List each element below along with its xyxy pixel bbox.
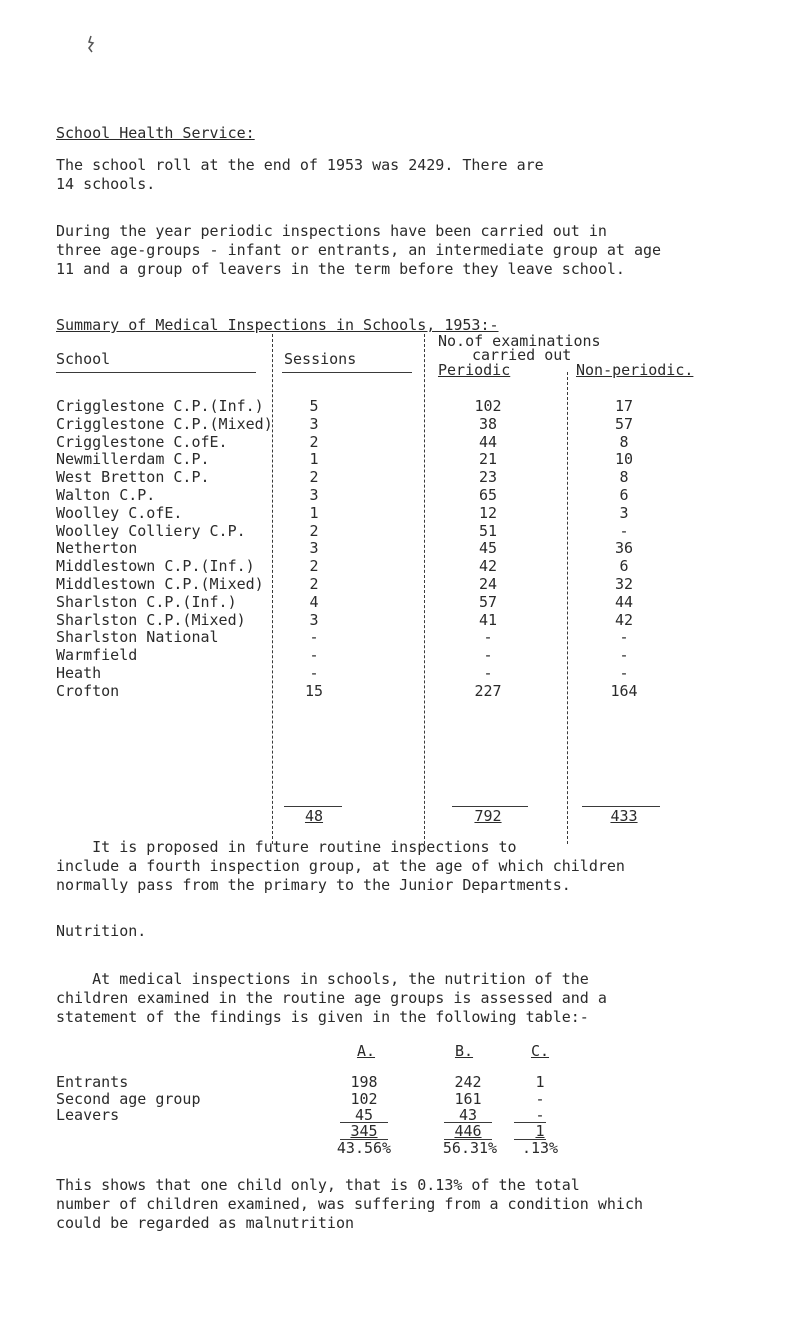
- total-sessions: 48: [304, 807, 324, 825]
- total-a: 345: [350, 1122, 378, 1140]
- table-row-periodic: 38: [478, 415, 498, 433]
- table-row-school: Walton C.P.: [56, 486, 156, 504]
- nutrition-row-b: 242: [454, 1073, 482, 1091]
- header-periodic: Periodic: [438, 361, 511, 379]
- table-row-sessions: -: [309, 628, 319, 646]
- table-row-school: Sharlston C.P.(Inf.): [56, 593, 237, 611]
- percent-c: .13%: [521, 1139, 559, 1157]
- table-row-school: Warmfield: [56, 646, 138, 664]
- table-row-nonperiodic: -: [619, 664, 629, 682]
- table-row-school: Crigglestone C.P.(Inf.): [56, 397, 264, 415]
- table-row-periodic: 45: [478, 539, 498, 557]
- total-nonperiodic: 433: [610, 807, 638, 825]
- nutrition-row-a: 102: [350, 1090, 378, 1108]
- table-row-nonperiodic: 6: [619, 557, 629, 575]
- percent-a: 43.56%: [336, 1139, 392, 1157]
- table-row-sessions: 5: [309, 397, 319, 415]
- corner-mark-icon: [86, 34, 96, 54]
- table-row-sessions: 1: [309, 450, 319, 468]
- total-b: 446: [454, 1122, 482, 1140]
- header-school: School: [56, 350, 111, 368]
- table-row-periodic: 21: [478, 450, 498, 468]
- table-row-nonperiodic: 10: [614, 450, 634, 468]
- table-row-nonperiodic: 42: [614, 611, 634, 629]
- table-row-sessions: 2: [309, 433, 319, 451]
- table-row-school: Crigglestone C.ofE.: [56, 433, 228, 451]
- table-row-school: Newmillerdam C.P.: [56, 450, 210, 468]
- table-row-periodic: 227: [474, 682, 502, 700]
- table-row-nonperiodic: 57: [614, 415, 634, 433]
- table-row-periodic: 102: [474, 397, 502, 415]
- table-row-school: Sharlston National: [56, 628, 219, 646]
- table-row-school: Woolley Colliery C.P.: [56, 522, 246, 540]
- nutrition-row-a: 198: [350, 1073, 378, 1091]
- inspections-paragraph: During the year periodic inspections have been carried out in three age-groups - infant or entrants, an intermediate group at age 11 and a group of leavers in the term before they leave school.: [56, 222, 662, 278]
- table-row-sessions: 15: [304, 682, 324, 700]
- table-row-periodic: -: [483, 664, 493, 682]
- column-c: C.: [530, 1042, 550, 1060]
- nutrition-row-c: -: [535, 1106, 545, 1124]
- table-row-school: Woolley C.ofE.: [56, 504, 183, 522]
- summary-title: Summary of Medical Inspections in Schools, 1953:-: [56, 316, 499, 334]
- table-row-sessions: 2: [309, 575, 319, 593]
- table-row-school: Crofton: [56, 682, 120, 700]
- table-row-school: Middlestown C.P.(Mixed): [56, 575, 264, 593]
- table-row-nonperiodic: 8: [619, 468, 629, 486]
- table-row-periodic: 24: [478, 575, 498, 593]
- table-row-periodic: 12: [478, 504, 498, 522]
- header-carried-out: carried out: [472, 346, 572, 364]
- table-row-sessions: 3: [309, 611, 319, 629]
- nutrition-row-label: Entrants: [56, 1073, 129, 1091]
- table-row-periodic: -: [483, 646, 493, 664]
- nutrition-row-c: 1: [535, 1073, 545, 1091]
- table-row-nonperiodic: -: [619, 646, 629, 664]
- table-row-school: Heath: [56, 664, 102, 682]
- percent-b: 56.31%: [442, 1139, 498, 1157]
- table-row-school: Crigglestone C.P.(Mixed): [56, 415, 273, 433]
- nutrition-row-b: 161: [454, 1090, 482, 1108]
- column-a: A.: [356, 1042, 376, 1060]
- nutrition-row-a: 45: [354, 1106, 374, 1124]
- header-sessions: Sessions: [284, 350, 357, 368]
- nutrition-row-c: -: [535, 1090, 545, 1108]
- total-c: 1: [535, 1122, 545, 1140]
- table-row-nonperiodic: 8: [619, 433, 629, 451]
- intro-paragraph: The school roll at the end of 1953 was 2429. There are 14 schools.: [56, 156, 544, 193]
- header-nonperiodic: Non-periodic.: [576, 361, 694, 379]
- table-row-nonperiodic: -: [619, 522, 629, 540]
- table-row-nonperiodic: 3: [619, 504, 629, 522]
- table-row-periodic: 23: [478, 468, 498, 486]
- table-row-periodic: 42: [478, 557, 498, 575]
- conclusion-paragraph: This shows that one child only, that is 0.13% of the total number of children examined, was suffering from a condition which could be regarded as malnutrition: [56, 1176, 643, 1232]
- table-row-periodic: -: [483, 628, 493, 646]
- table-row-nonperiodic: -: [619, 628, 629, 646]
- table-row-sessions: 3: [309, 539, 319, 557]
- table-row-sessions: 2: [309, 468, 319, 486]
- table-row-nonperiodic: 36: [614, 539, 634, 557]
- table-row-periodic: 51: [478, 522, 498, 540]
- column-b: B.: [454, 1042, 474, 1060]
- nutrition-heading: Nutrition.: [56, 922, 147, 940]
- table-row-periodic: 65: [478, 486, 498, 504]
- table-row-nonperiodic: 44: [614, 593, 634, 611]
- page-title: School Health Service:: [56, 124, 255, 142]
- table-row-school: Sharlston C.P.(Mixed): [56, 611, 246, 629]
- table-row-periodic: 41: [478, 611, 498, 629]
- header-exams: No.of examinations: [438, 332, 601, 350]
- nutrition-row-label: Second age group: [56, 1090, 201, 1108]
- table-row-nonperiodic: 164: [610, 682, 638, 700]
- table-row-school: Middlestown C.P.(Inf.): [56, 557, 255, 575]
- table-row-nonperiodic: 32: [614, 575, 634, 593]
- table-row-school: Netherton: [56, 539, 138, 557]
- proposal-paragraph: It is proposed in future routine inspections to include a fourth inspection group, at the age of which children normally pass from the primary to the Junior Departments.: [56, 838, 625, 894]
- table-row-sessions: -: [309, 646, 319, 664]
- table-row-school: West Bretton C.P.: [56, 468, 210, 486]
- nutrition-row-b: 43: [458, 1106, 478, 1124]
- table-row-sessions: 2: [309, 557, 319, 575]
- total-periodic: 792: [474, 807, 502, 825]
- table-row-sessions: 4: [309, 593, 319, 611]
- table-row-periodic: 44: [478, 433, 498, 451]
- nutrition-paragraph: At medical inspections in schools, the nutrition of the children examined in the routine age groups is assessed and a statement of the findings is given in the following table:-: [56, 970, 607, 1026]
- table-row-nonperiodic: 6: [619, 486, 629, 504]
- table-row-sessions: -: [309, 664, 319, 682]
- table-row-sessions: 1: [309, 504, 319, 522]
- table-row-sessions: 3: [309, 486, 319, 504]
- table-row-sessions: 3: [309, 415, 319, 433]
- nutrition-row-label: Leavers: [56, 1106, 120, 1124]
- table-row-nonperiodic: 17: [614, 397, 634, 415]
- table-row-sessions: 2: [309, 522, 319, 540]
- table-row-periodic: 57: [478, 593, 498, 611]
